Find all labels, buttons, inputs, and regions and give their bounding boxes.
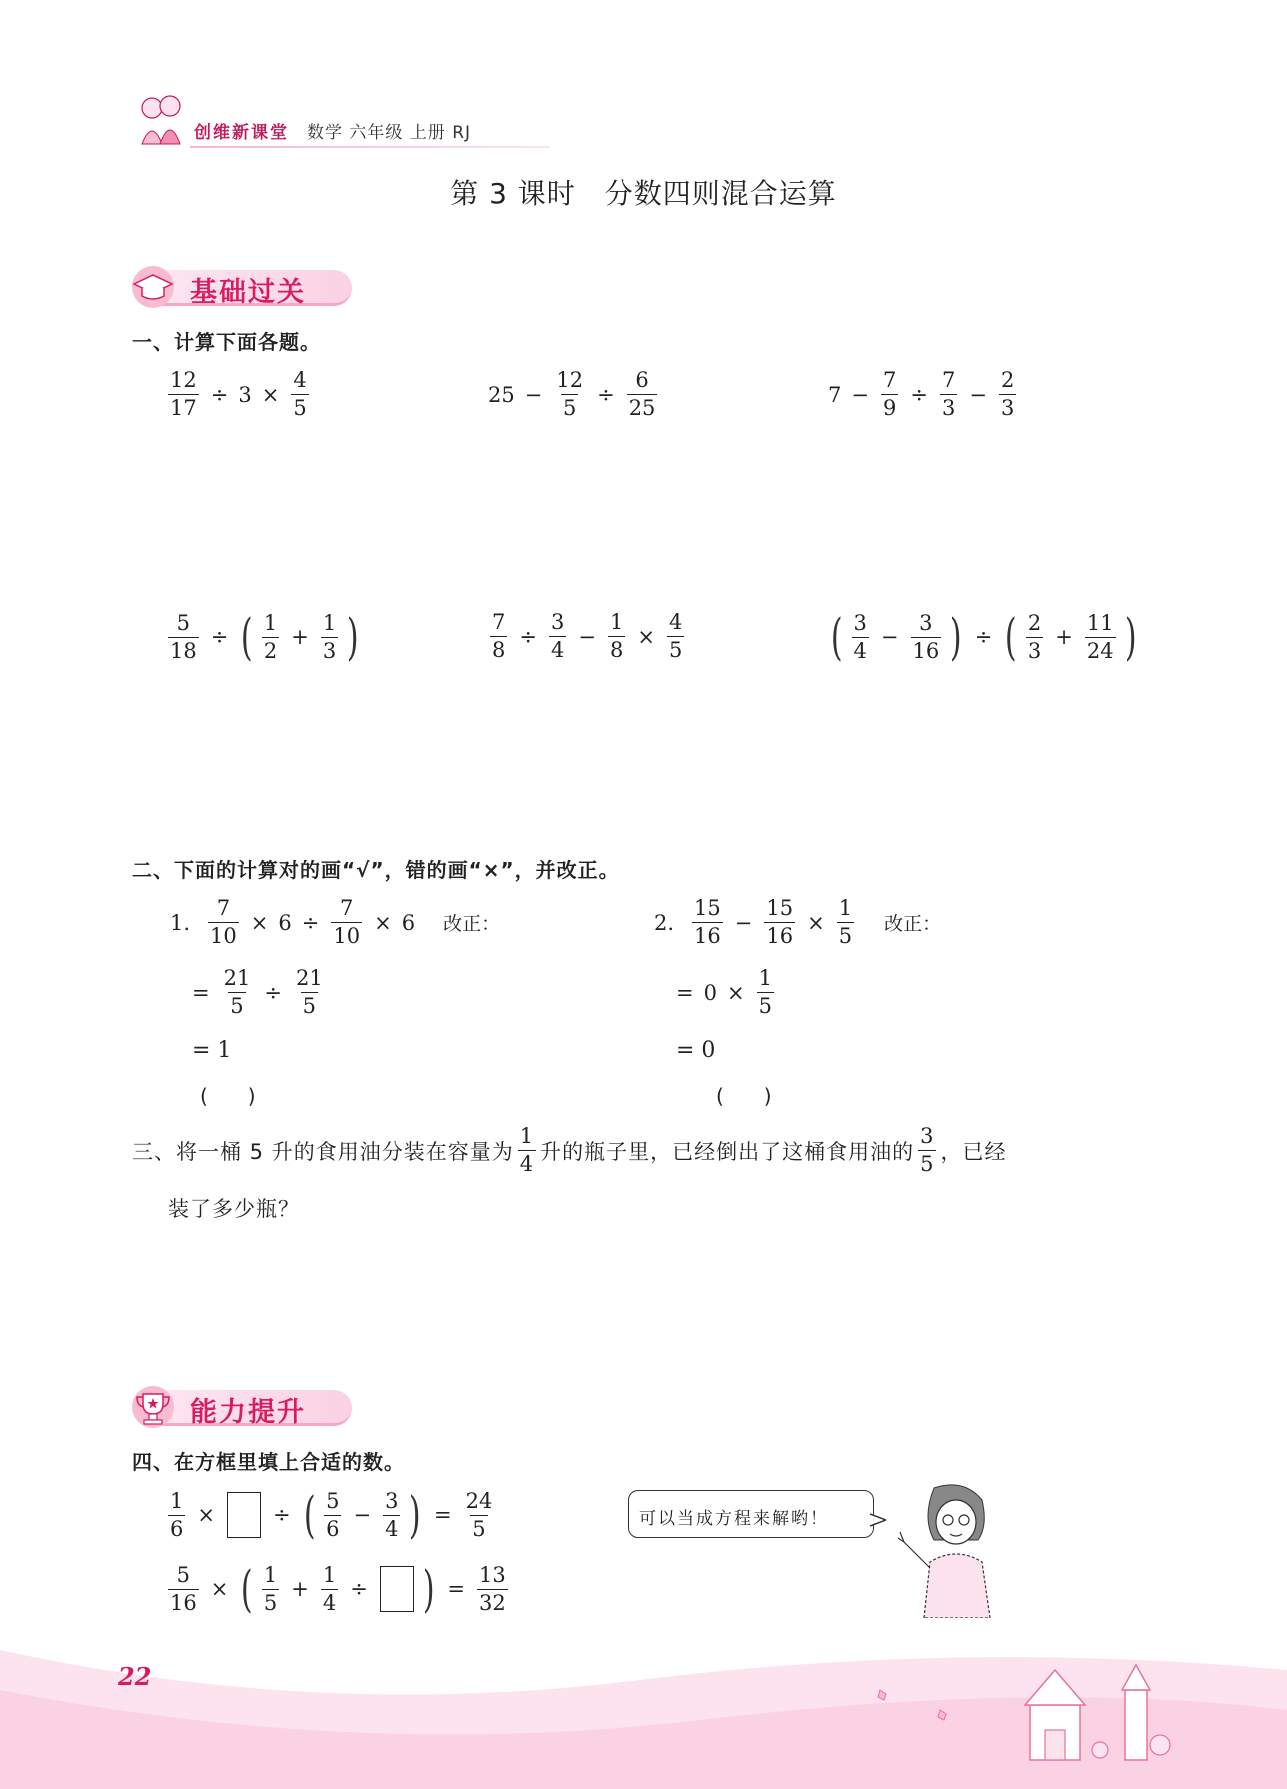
fraction: $\frac{3}{16}$	[912, 610, 940, 663]
teacher-illustration-icon	[894, 1478, 1006, 1618]
graduation-cap-icon	[130, 264, 176, 310]
fraction: $\frac{13}{32}$	[478, 1562, 506, 1615]
correction-label: 改正：	[443, 913, 501, 935]
fraction: $\frac{5}{6}$	[326, 1488, 340, 1541]
q1-expression-3: 7 − $\frac{7}{9}$ ÷ $\frac{7}{3}$ − $\frac{2}{3}$	[828, 368, 1015, 420]
fraction: $\frac{5}{16}$	[170, 1562, 197, 1615]
hint-speech-bubble: 可以当成方程来解哟！	[628, 1490, 874, 1538]
fraction: $\frac{4}{5}$	[293, 368, 307, 420]
q2-p2-step-1: = 0 × $\frac{1}{5}$	[676, 966, 772, 1018]
fraction: $\frac{7}{9}$	[882, 368, 897, 420]
q1-expression-6: ( $\frac{3}{4}$ − $\frac{3}{16}$ ) ÷ ( $\frac{2}{3}$ + $\frac{11}{24}$ )	[830, 608, 1137, 666]
section-title-basic: 基础过关	[190, 277, 306, 308]
q4-equation-2: $\frac{5}{16}$ × ( $\frac{1}{5}$ + $\frac{1}{4}$ ÷ ) = $\frac{13}{32}$	[170, 1560, 506, 1618]
answer-box-1[interactable]	[227, 1492, 261, 1538]
brand-subtitle: 数学 六年级 上册 RJ	[307, 123, 472, 143]
fraction: $\frac{7}{3}$	[941, 368, 956, 420]
fraction: $\frac{3}{4}$	[550, 610, 565, 662]
brand-underline	[190, 146, 550, 148]
question-1-heading: 一、计算下面各题。	[132, 330, 321, 354]
lesson-title: 第 3 课时 分数四则混合运算	[450, 177, 837, 210]
fraction: $\frac{2}{3}$	[1027, 610, 1042, 663]
question-2-heading: 二、下面的计算对的画“√”，错的画“×”，并改正。	[132, 858, 620, 882]
q1-expression-2: 25 − $\frac{12}{5}$ ÷ $\frac{6}{25}$	[488, 368, 656, 420]
brand-name: 创维新课堂	[194, 123, 289, 143]
castle-decoration-icon	[860, 1650, 1180, 1780]
fraction: $\frac{7}{8}$	[492, 610, 506, 662]
question-4-heading: 四、在方框里填上合适的数。	[132, 1450, 405, 1474]
q2-p1-step-1: = $\frac{21}{5}$ ÷ $\frac{21}{5}$	[192, 966, 323, 1018]
fraction: $\frac{15}{16}$	[694, 896, 721, 948]
fraction: $\frac{4}{5}$	[668, 610, 683, 662]
answer-bracket-1[interactable]: ( )	[200, 1084, 256, 1108]
q2-problem-1: 1. $\frac{7}{10}$ × 6 ÷ $\frac{7}{10}$ × 6 改正：	[170, 896, 501, 948]
question-3-text: 三、将一桶 5 升的食用油分装在容量为 $\frac{1}{4}$ 升的瓶子里，已经倒出了这桶食用油的 $\frac{3}{5}$ ，已经	[132, 1124, 1007, 1176]
kids-illustration-icon	[130, 88, 190, 148]
fraction: $\frac{1}{2}$	[263, 610, 278, 663]
fraction: $\frac{7}{10}$	[210, 896, 237, 948]
q1-expression-4: $\frac{5}{18}$ ÷ ( $\frac{1}{2}$ + $\frac{1}{3}$ )	[170, 608, 359, 666]
fraction: $\frac{21}{5}$	[223, 966, 251, 1018]
answer-bracket-2[interactable]: ( )	[716, 1084, 772, 1108]
q1-expression-5: $\frac{7}{8}$ ÷ $\frac{3}{4}$ − $\frac{1}{8}$ × $\frac{4}{5}$	[492, 610, 683, 662]
brand-header	[130, 88, 550, 148]
speech-bubble-tail	[870, 1512, 886, 1528]
correction-label: 改正：	[884, 913, 942, 935]
question-3-line-2: 装了多少瓶？	[168, 1197, 300, 1221]
page-number: 22	[118, 1662, 152, 1691]
fraction: $\frac{7}{10}$	[333, 896, 361, 948]
fraction: $\frac{12}{17}$	[170, 368, 197, 420]
fraction: $\frac{3}{5}$	[920, 1124, 935, 1176]
fraction: $\frac{1}{5}$	[263, 1562, 278, 1615]
fraction: $\frac{15}{16}$	[766, 896, 794, 948]
fraction: $\frac{3}{4}$	[853, 610, 867, 663]
fraction: $\frac{24}{5}$	[465, 1488, 493, 1541]
fraction: $\frac{1}{4}$	[519, 1124, 535, 1176]
fraction: $\frac{1}{3}$	[322, 610, 337, 663]
fraction: $\frac{3}{4}$	[385, 1488, 399, 1541]
fraction: $\frac{2}{3}$	[1000, 368, 1015, 420]
section-banner-advanced	[128, 1376, 358, 1432]
fraction: $\frac{6}{25}$	[628, 368, 656, 420]
fraction: $\frac{5}{18}$	[170, 610, 197, 663]
fraction: $\frac{1}{6}$	[170, 1488, 184, 1541]
trophy-icon	[130, 1384, 176, 1430]
q1-expression-1: $\frac{12}{17}$ ÷ 3 × $\frac{4}{5}$	[170, 368, 307, 420]
fraction: $\frac{11}{24}$	[1086, 610, 1114, 663]
fraction: $\frac{12}{5}$	[556, 368, 584, 420]
answer-box-2[interactable]	[380, 1566, 414, 1612]
section-banner-basic	[128, 256, 358, 312]
fraction: $\frac{1}{5}$	[758, 966, 772, 1018]
fraction: $\frac{1}{5}$	[838, 896, 853, 948]
q2-problem-2: 2. $\frac{15}{16}$ − $\frac{15}{16}$ × $\frac{1}{5}$ 改正：	[654, 896, 942, 948]
fraction: $\frac{1}{4}$	[322, 1562, 337, 1615]
q4-equation-1: $\frac{1}{6}$ × ÷ ( $\frac{5}{6}$ − $\frac{3}{4}$ ) = $\frac{24}{5}$	[170, 1486, 493, 1544]
q2-p2-step-2: = 0	[676, 1038, 716, 1063]
section-title-advanced: 能力提升	[190, 1397, 306, 1428]
fraction: $\frac{1}{8}$	[609, 610, 624, 662]
brand-text	[194, 118, 471, 143]
q2-p1-step-2: = 1	[192, 1038, 232, 1063]
fraction: $\frac{21}{5}$	[295, 966, 323, 1018]
